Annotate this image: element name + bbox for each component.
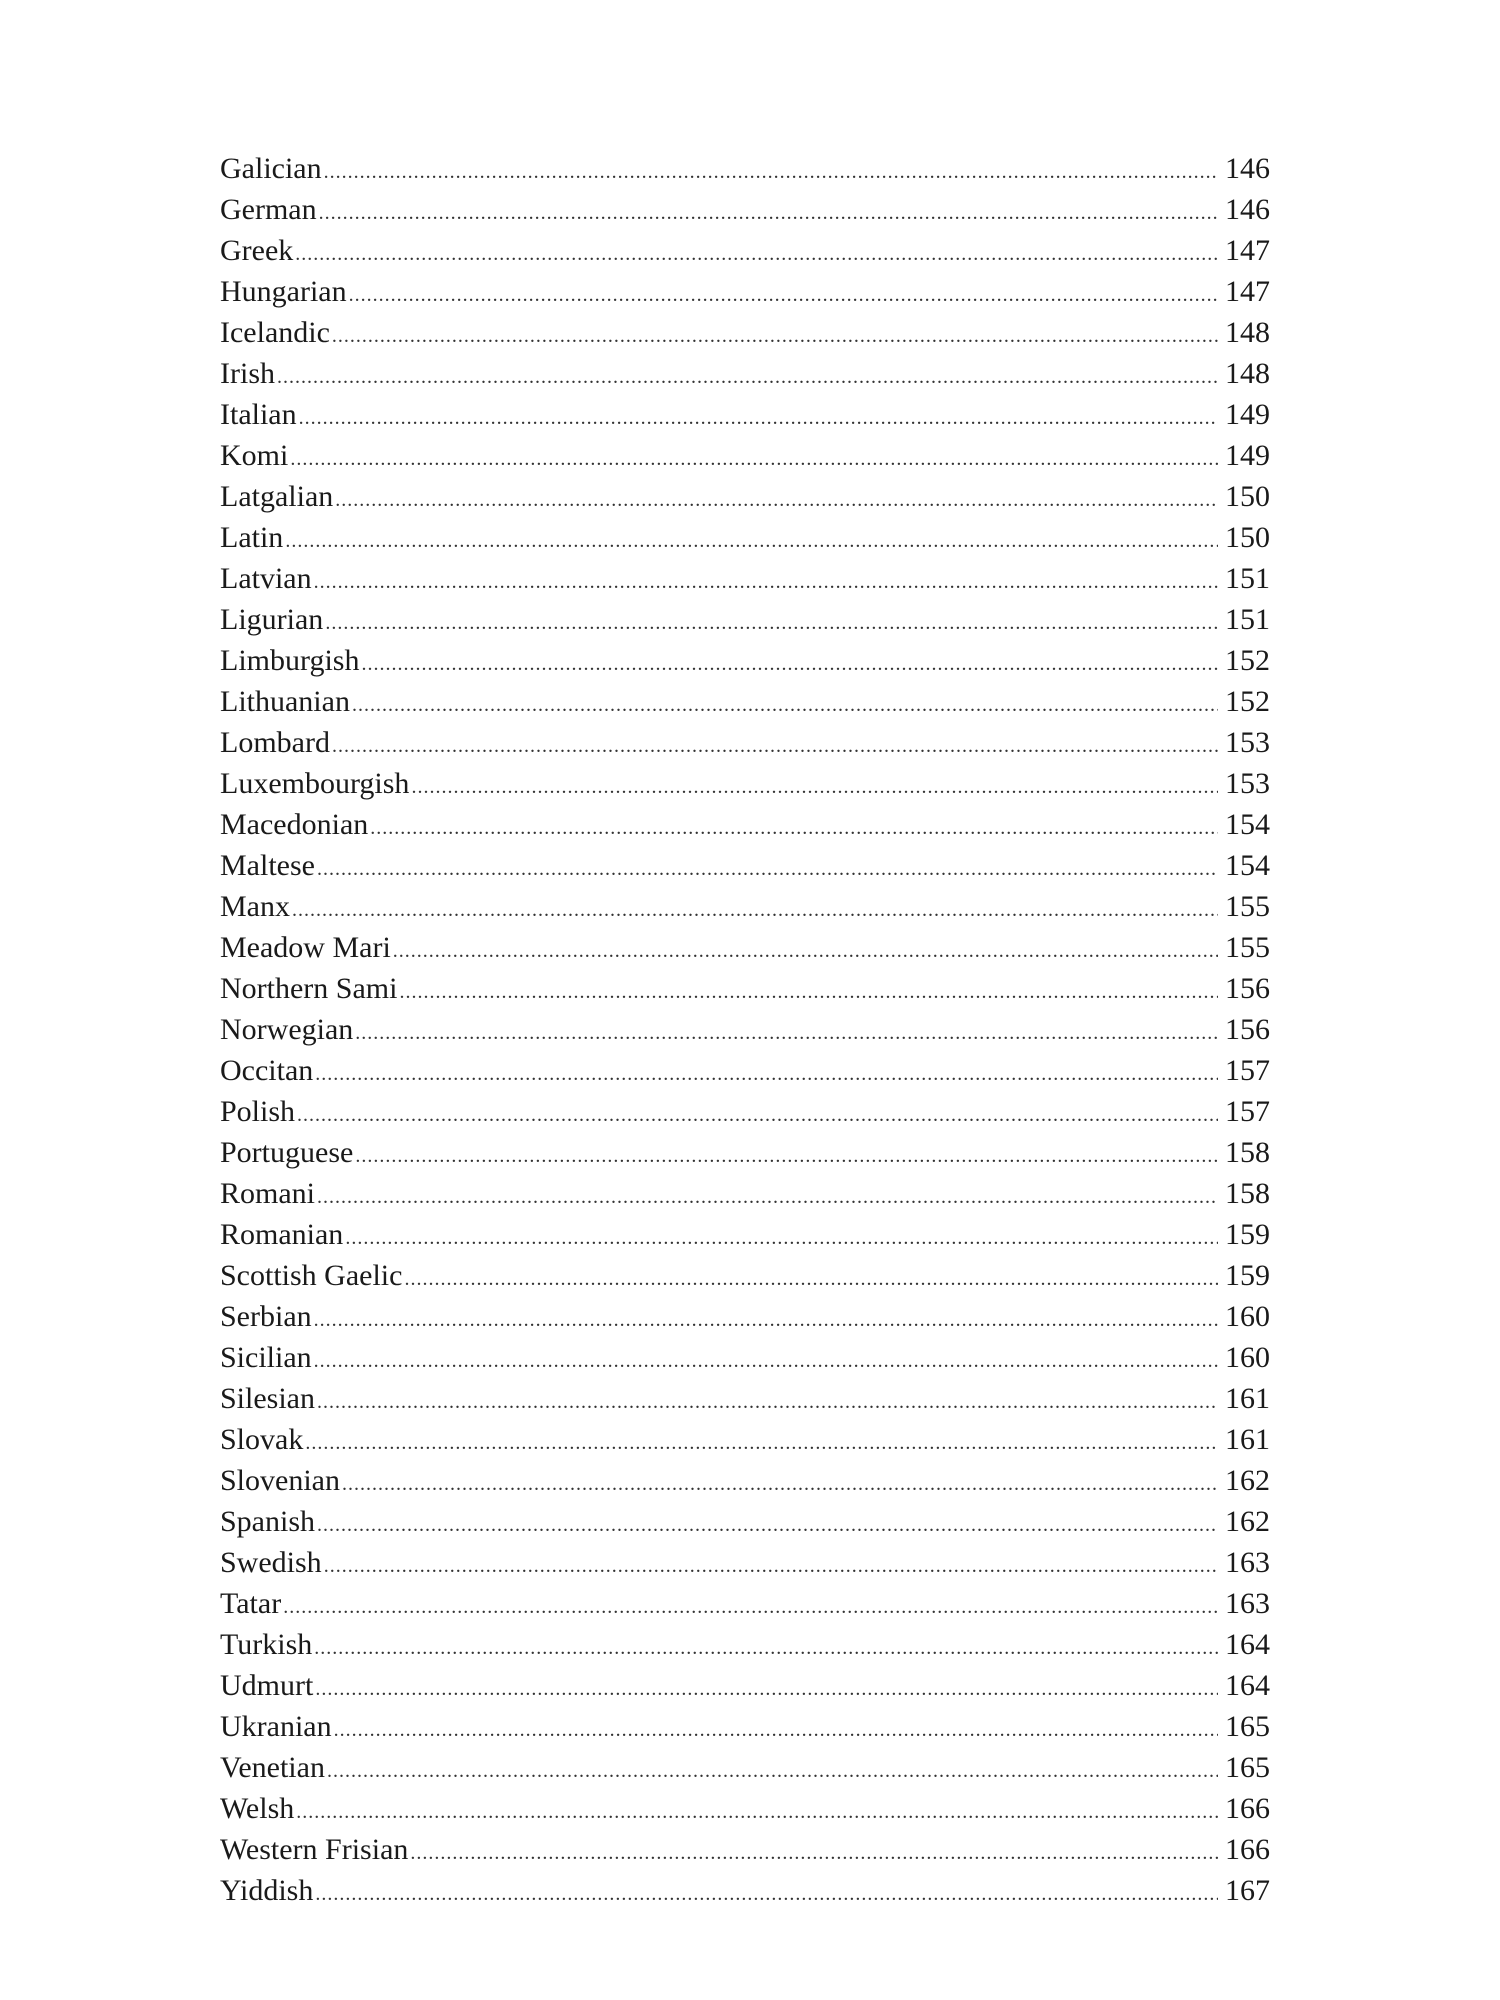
toc-entry[interactable] (220, 312, 1270, 353)
toc-entry-label: Occitan (220, 1054, 314, 1087)
toc-entry[interactable] (220, 1665, 1270, 1706)
toc-entry-page-number: 162 (1225, 1505, 1270, 1538)
toc-entry-page-number: 147 (1225, 275, 1270, 308)
toc-entry[interactable] (220, 681, 1270, 722)
toc-entry-label: Romani (220, 1177, 315, 1210)
toc-entry[interactable] (220, 1050, 1270, 1091)
toc-entry-label: Latgalian (220, 480, 334, 513)
dot-leader (297, 1095, 1218, 1136)
dot-leader (324, 1546, 1218, 1587)
toc-entry-label: Sicilian (220, 1341, 312, 1374)
toc-entry-label: Maltese (220, 849, 315, 882)
toc-entry-page-number: 151 (1225, 603, 1270, 636)
dot-leader (411, 767, 1218, 808)
toc-entry-page-number: 167 (1225, 1874, 1270, 1907)
toc-entry-page-number: 166 (1225, 1792, 1270, 1825)
toc-entry-label: Greek (220, 234, 294, 267)
toc-entry-page-number: 158 (1225, 1136, 1270, 1169)
toc-entry[interactable] (220, 1501, 1270, 1542)
dot-leader (393, 931, 1218, 972)
toc-entry-label: Galician (220, 152, 322, 185)
dot-leader (342, 1464, 1218, 1505)
toc-entry-label: Udmurt (220, 1669, 314, 1702)
dot-leader (325, 603, 1218, 644)
toc-entry-page-number: 157 (1225, 1054, 1270, 1087)
toc-entry[interactable] (220, 1091, 1270, 1132)
toc-entry[interactable] (220, 353, 1270, 394)
toc-entry-label: Northern Sami (220, 972, 398, 1005)
toc-entry[interactable] (220, 1419, 1270, 1460)
dot-leader (277, 357, 1218, 398)
toc-entry[interactable] (220, 1337, 1270, 1378)
toc-entry[interactable] (220, 1829, 1270, 1870)
dot-leader (315, 1054, 1218, 1095)
toc-entry-label: Lombard (220, 726, 330, 759)
dot-leader (305, 1423, 1218, 1464)
toc-entry[interactable] (220, 804, 1270, 845)
toc-entry-label: Serbian (220, 1300, 312, 1333)
toc-entry-page-number: 164 (1225, 1628, 1270, 1661)
toc-entry-page-number: 153 (1225, 767, 1270, 800)
toc-entry-label: Manx (220, 890, 290, 923)
toc-entry[interactable] (220, 1214, 1270, 1255)
dot-leader (317, 1382, 1218, 1423)
toc-entry-label: Swedish (220, 1546, 322, 1579)
toc-entry-page-number: 149 (1225, 398, 1270, 431)
toc-entry-label: Limburgish (220, 644, 360, 677)
dot-leader (324, 152, 1218, 193)
dot-leader (290, 439, 1218, 480)
toc-entry[interactable] (220, 517, 1270, 558)
toc-entry-label: Portuguese (220, 1136, 354, 1169)
dot-leader (295, 234, 1218, 275)
toc-entry-label: Latin (220, 521, 284, 554)
toc-entry-page-number: 146 (1225, 193, 1270, 226)
toc-entry-page-number: 160 (1225, 1341, 1270, 1374)
toc-entry-page-number: 154 (1225, 808, 1270, 841)
toc-entry-page-number: 154 (1225, 849, 1270, 882)
toc-entry-page-number: 164 (1225, 1669, 1270, 1702)
dot-leader (345, 1218, 1218, 1259)
toc-entry-label: Welsh (220, 1792, 295, 1825)
toc-entry[interactable] (220, 394, 1270, 435)
table-of-contents (220, 148, 1270, 1911)
dot-leader (315, 1874, 1218, 1915)
toc-entry-label: Silesian (220, 1382, 315, 1415)
dot-leader (352, 685, 1218, 726)
toc-entry-page-number: 147 (1225, 234, 1270, 267)
toc-entry-label: Tatar (220, 1587, 282, 1620)
toc-entry-label: Yiddish (220, 1874, 314, 1907)
dot-leader (327, 1751, 1218, 1792)
toc-entry-label: Slovak (220, 1423, 304, 1456)
dot-leader (317, 1177, 1218, 1218)
toc-entry-page-number: 155 (1225, 931, 1270, 964)
toc-entry-page-number: 150 (1225, 480, 1270, 513)
toc-entry-label: Venetian (220, 1751, 325, 1784)
toc-entry-label: Icelandic (220, 316, 330, 349)
dot-leader (299, 398, 1218, 439)
toc-entry-page-number: 162 (1225, 1464, 1270, 1497)
toc-entry-page-number: 160 (1225, 1300, 1270, 1333)
toc-entry-page-number: 150 (1225, 521, 1270, 554)
dot-leader (399, 972, 1218, 1013)
toc-entry-label: Scottish Gaelic (220, 1259, 403, 1292)
toc-entry-label: Luxembourgish (220, 767, 410, 800)
toc-entry[interactable] (220, 722, 1270, 763)
dot-leader (355, 1013, 1218, 1054)
dot-leader (315, 1669, 1218, 1710)
toc-entry-label: Komi (220, 439, 289, 472)
toc-entry-label: German (220, 193, 317, 226)
toc-entry-label: Italian (220, 398, 297, 431)
toc-entry[interactable] (220, 1747, 1270, 1788)
toc-entry[interactable] (220, 476, 1270, 517)
toc-entry-page-number: 148 (1225, 357, 1270, 390)
toc-entry[interactable] (220, 230, 1270, 271)
toc-entry[interactable] (220, 845, 1270, 886)
toc-entry-label: Western Frisian (220, 1833, 409, 1866)
toc-entry-page-number: 157 (1225, 1095, 1270, 1128)
toc-entry-label: Irish (220, 357, 275, 390)
toc-entry-page-number: 165 (1225, 1751, 1270, 1784)
toc-entry-label: Turkish (220, 1628, 313, 1661)
toc-entry[interactable] (220, 763, 1270, 804)
toc-entry[interactable] (220, 927, 1270, 968)
toc-entry-page-number: 163 (1225, 1587, 1270, 1620)
dot-leader (332, 726, 1218, 767)
toc-entry[interactable] (220, 1255, 1270, 1296)
toc-entry[interactable] (220, 1542, 1270, 1583)
toc-entry[interactable] (220, 1009, 1270, 1050)
toc-entry-page-number: 163 (1225, 1546, 1270, 1579)
toc-entry[interactable] (220, 1132, 1270, 1173)
toc-entry[interactable] (220, 1173, 1270, 1214)
toc-entry[interactable] (220, 1788, 1270, 1829)
toc-entry[interactable] (220, 271, 1270, 312)
toc-entry-page-number: 166 (1225, 1833, 1270, 1866)
dot-leader (404, 1259, 1218, 1300)
toc-entry-label: Romanian (220, 1218, 344, 1251)
toc-entry-label: Macedonian (220, 808, 369, 841)
toc-entry-page-number: 155 (1225, 890, 1270, 923)
toc-entry[interactable] (220, 435, 1270, 476)
toc-entry[interactable] (220, 1706, 1270, 1747)
toc-entry-page-number: 159 (1225, 1259, 1270, 1292)
toc-entry[interactable] (220, 1378, 1270, 1419)
dot-leader (314, 562, 1218, 603)
toc-entry-page-number: 161 (1225, 1382, 1270, 1415)
dot-leader (370, 808, 1218, 849)
toc-entry[interactable] (220, 886, 1270, 927)
toc-entry-label: Meadow Mari (220, 931, 391, 964)
toc-entry-label: Slovenian (220, 1464, 340, 1497)
toc-entry[interactable] (220, 558, 1270, 599)
toc-entry-page-number: 148 (1225, 316, 1270, 349)
toc-entry-label: Norwegian (220, 1013, 354, 1046)
dot-leader (334, 1710, 1218, 1751)
toc-entry-label: Latvian (220, 562, 312, 595)
toc-entry[interactable] (220, 1460, 1270, 1501)
toc-entry[interactable] (220, 968, 1270, 1009)
toc-entry-label: Ukranian (220, 1710, 332, 1743)
toc-entry-label: Lithuanian (220, 685, 350, 718)
toc-entry[interactable] (220, 1870, 1270, 1911)
toc-entry-page-number: 153 (1225, 726, 1270, 759)
dot-leader (410, 1833, 1218, 1874)
toc-entry[interactable] (220, 1583, 1270, 1624)
dot-leader (314, 1628, 1218, 1669)
dot-leader (319, 193, 1218, 234)
dot-leader (355, 1136, 1218, 1177)
dot-leader (317, 1505, 1218, 1546)
toc-entry[interactable] (220, 599, 1270, 640)
dot-leader (335, 480, 1218, 521)
dot-leader (314, 1341, 1218, 1382)
dot-leader (361, 644, 1218, 685)
toc-entry-label: Ligurian (220, 603, 324, 636)
dot-leader (317, 849, 1218, 890)
toc-entry-label: Polish (220, 1095, 296, 1128)
toc-entry-page-number: 156 (1225, 1013, 1270, 1046)
toc-entry-page-number: 161 (1225, 1423, 1270, 1456)
toc-entry-page-number: 151 (1225, 562, 1270, 595)
toc-entry[interactable] (220, 148, 1270, 189)
dot-leader (292, 890, 1218, 931)
dot-leader (285, 521, 1218, 562)
toc-entry[interactable] (220, 1624, 1270, 1665)
toc-entry[interactable] (220, 1296, 1270, 1337)
dot-leader (314, 1300, 1218, 1341)
toc-entry-page-number: 152 (1225, 685, 1270, 718)
toc-entry[interactable] (220, 189, 1270, 230)
toc-entry-label: Hungarian (220, 275, 347, 308)
toc-entry-page-number: 158 (1225, 1177, 1270, 1210)
dot-leader (283, 1587, 1218, 1628)
toc-entry-label: Spanish (220, 1505, 316, 1538)
dot-leader (349, 275, 1218, 316)
toc-entry-page-number: 159 (1225, 1218, 1270, 1251)
toc-entry[interactable] (220, 640, 1270, 681)
dot-leader (296, 1792, 1218, 1833)
toc-entry-page-number: 146 (1225, 152, 1270, 185)
toc-entry-page-number: 152 (1225, 644, 1270, 677)
dot-leader (332, 316, 1218, 357)
toc-entry-page-number: 149 (1225, 439, 1270, 472)
toc-entry-page-number: 165 (1225, 1710, 1270, 1743)
toc-entry-page-number: 156 (1225, 972, 1270, 1005)
